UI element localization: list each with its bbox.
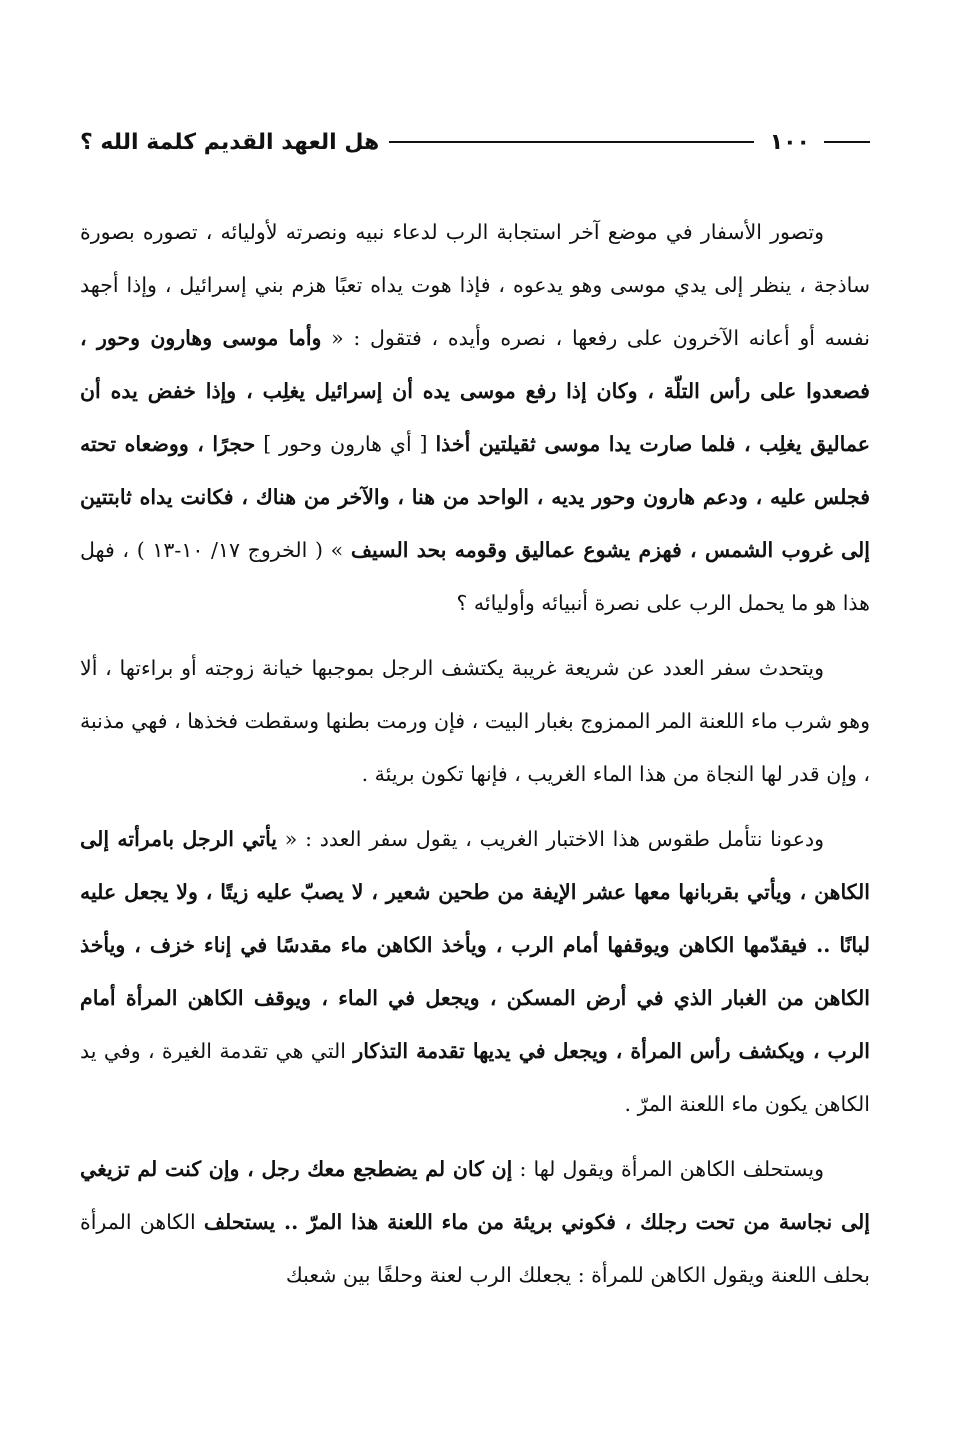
page-number: ١٠٠ bbox=[769, 129, 810, 155]
text-run: الكاهن المرأة بحلف اللعنة ويقول الكاهن للمرأة : يجعلك الرب لعنة وحلفًا بين شعبك bbox=[80, 1210, 870, 1287]
header-dash bbox=[824, 141, 870, 143]
text-run: ويستحلف الكاهن المرأة ويقول لها : bbox=[512, 1157, 824, 1181]
text-run: ويتحدث سفر العدد عن شريعة غريبة يكتشف الرجل بموجبها خيانة زوجته أو براءتها ، ألا وهو شرب ماء اللعنة المر الممزوج بغبار البيت ، فإن ورمت بطنها وسقطت فخذها ، فهي مذنبة ، وإن قدر لها النجاة من هذا الماء الغريب ، فإنها تكون بريئة . bbox=[80, 656, 870, 786]
quoted-scripture: حجرًا ، ووضعاه تحته فجلس عليه ، ودعم هارون وحور يديه ، الواحد من هنا ، والآخر من هناك ، فكانت يداه ثابتتين إلى غروب الشمس ، فهزم يشوع عماليق وقومه بحد السيف bbox=[80, 432, 870, 562]
text-run: [ أي هارون وحور ] bbox=[255, 432, 436, 456]
quoted-scripture: يأتي الرجل بامرأته إلى الكاهن ، ويأتي بقربانها معها عشر الإيفة من طحين شعير ، لا يصبّ عليه زيتًا ، ولا يجعل عليه لبانًا .. فيقدّمها الكاهن ويوقفها أمام الرب ، ويأخذ الكاهن ماء مقدسًا في إناء خزف ، ويأخذ الكاهن من الغبار الذي في أرض المسكن ، ويجعل في الماء ، ويوقف الكاهن المرأة أمام الرب ، ويكشف رأس المرأة ، ويجعل في يديها تقدمة التذكار bbox=[80, 827, 870, 1063]
running-header bbox=[80, 120, 870, 164]
book-page bbox=[80, 0, 870, 1446]
text-run: وتصور الأسفار في موضع آخر استجابة الرب لدعاء نبيه ونصرته لأوليائه ، تصوره بصورة ساذجة ، ينظر إلى يدي موسى وهو يدعوه ، فإذا هوت يداه تعبًا هزم بني إسرائيل ، وإذا أجهد نفسه أو أعانه الآخرون على رفعها ، نصره وأيده ، فتقول : « bbox=[80, 220, 870, 350]
paragraph-2 bbox=[80, 642, 870, 801]
quoted-scripture: وأما موسى وهارون وحور ، فصعدوا على رأس التلّة ، وكان إذا رفع موسى يده أن إسرائيل يغلِب ، وإذا خفض يده أن عماليق يغلِب ، فلما صارت يدا موسى ثقيلتين أخذا bbox=[80, 326, 871, 456]
body-text bbox=[80, 206, 870, 1314]
text-run: » ( الخروج ١٧/ ١٠-١٣ ) ، فهل هذا هو ما يحمل الرب على نصرة أنبيائه وأوليائه ؟ bbox=[80, 538, 870, 615]
running-title: هل العهد القديم كلمة الله ؟ bbox=[80, 129, 380, 155]
paragraph-4 bbox=[80, 1143, 870, 1302]
text-run: ودعونا نتأمل طقوس هذا الاختبار الغريب ، يقول سفر العدد : « bbox=[277, 827, 824, 851]
text-run: التي هي تقدمة الغيرة ، وفي يد الكاهن يكون ماء اللعنة المرّ . bbox=[80, 1039, 870, 1116]
paragraph-1 bbox=[80, 206, 870, 630]
header-rule bbox=[389, 141, 753, 143]
paragraph-3 bbox=[80, 813, 870, 1131]
quoted-scripture: إن كان لم يضطجع معك رجل ، وإن كنت لم تزيغي إلى نجاسة من تحت رجلك ، فكوني بريئة من ماء اللعنة هذا المرّ .. يستحلف bbox=[80, 1157, 871, 1234]
